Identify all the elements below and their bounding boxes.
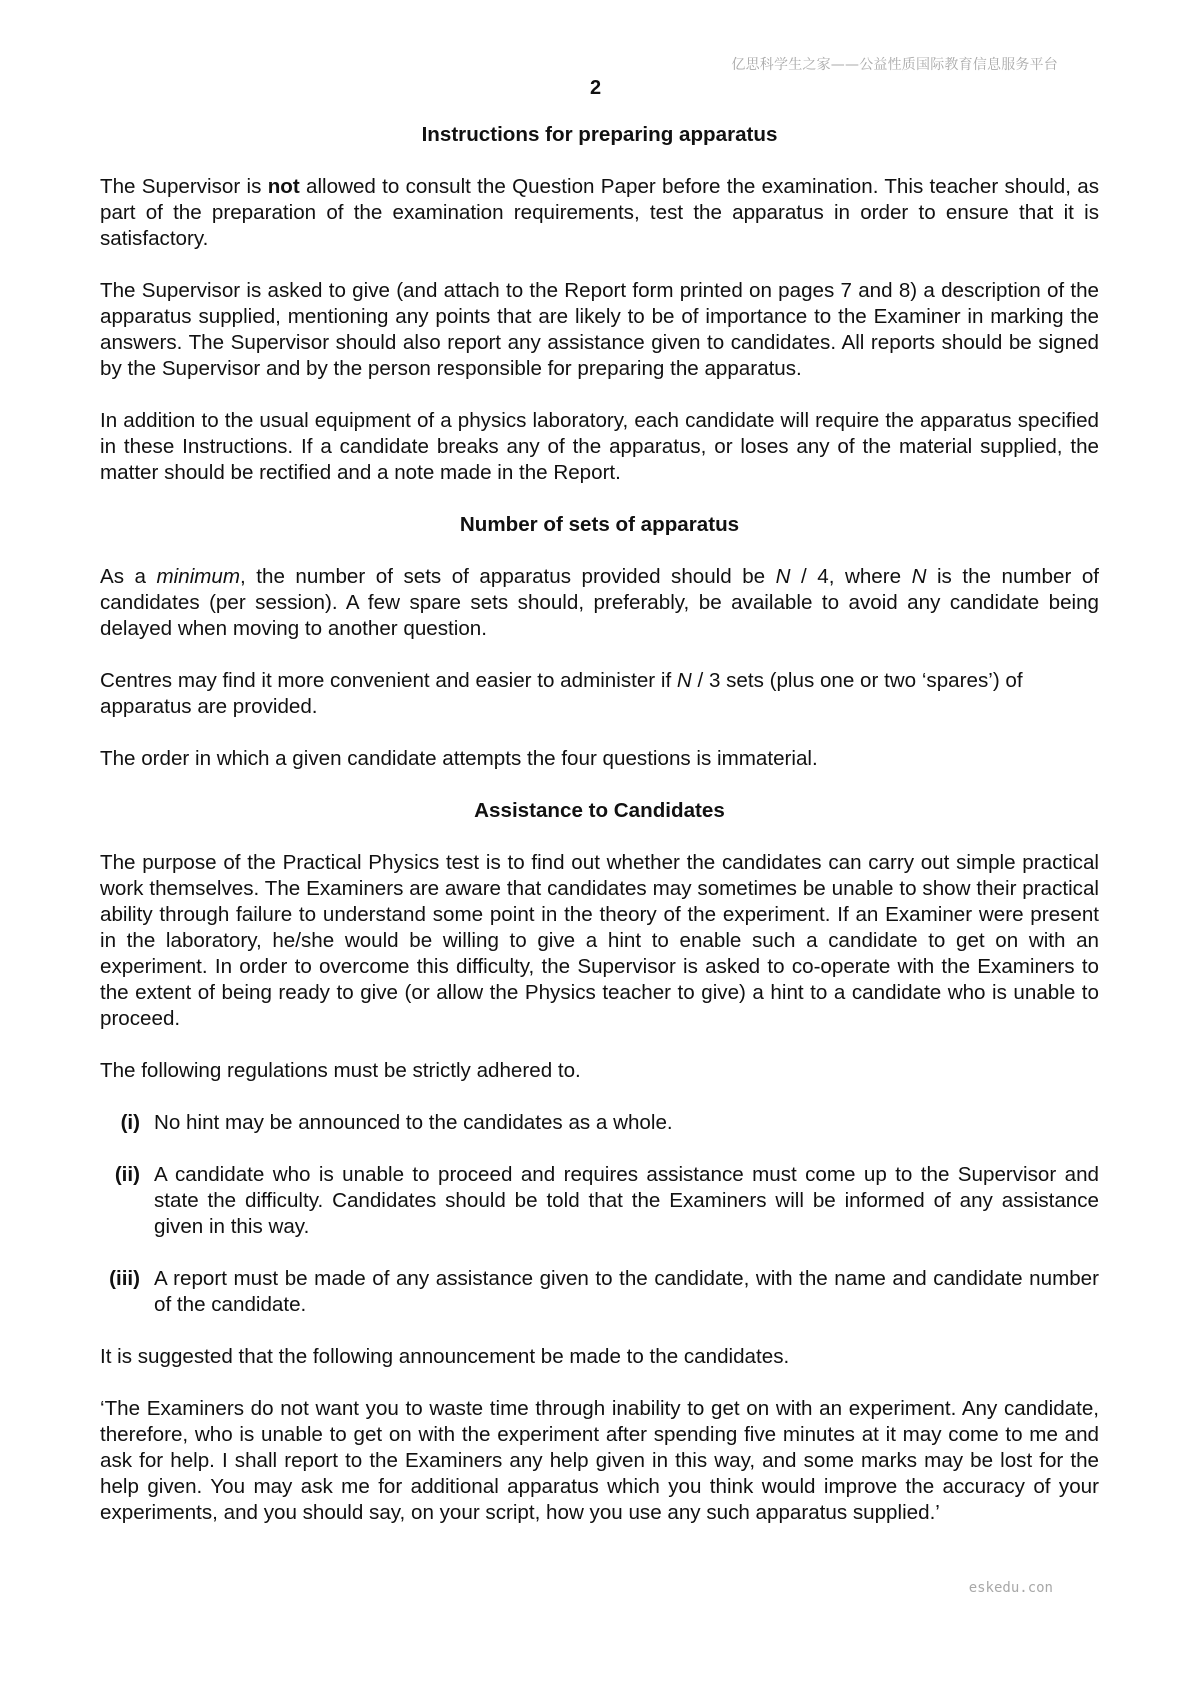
watermark-top-text: 亿思科学生之家——公益性质国际教育信息服务平台 xyxy=(731,57,1058,73)
text-fragment: / 4, where xyxy=(790,565,912,588)
emphasis-not: not xyxy=(267,175,300,198)
text-fragment: allowed to consult the Question Paper before the examination. This teacher should, as part of the preparation of the examination requirements, test the apparatus in order to ensure that it is satisfactory. xyxy=(100,175,1099,250)
heading-preparing-apparatus: Instructions for preparing apparatus xyxy=(421,123,778,146)
text-fragment: / 3 sets (plus one or two ‘spares’) of apparatus are provided. xyxy=(100,669,1023,718)
regulation-text: A candidate who is unable to proceed and requires assistance must come up to the Supervisor and state the difficulty. Candidates should be told that the Examiners will be informed of any assistance given in this way. xyxy=(154,1163,1099,1238)
page-number: 2 xyxy=(589,77,602,99)
variable-n: N xyxy=(676,669,692,692)
regulation-number: (ii) xyxy=(114,1163,140,1186)
regulation-number: (i) xyxy=(120,1111,140,1134)
paragraph-order-immaterial: The order in which a given candidate attempts the four questions is immaterial. xyxy=(100,747,818,770)
text-fragment: Centres may find it more convenient and easier to administer if xyxy=(100,669,677,692)
paragraph-minimum-sets xyxy=(100,564,1099,642)
emphasis-minimum: minimum xyxy=(156,565,241,588)
paragraph-usual-equipment: In addition to the usual equipment of a physics laboratory, each candidate will require the apparatus specified in these Instructions. If a candidate breaks any of the apparatus, or loses any of the material supplied, the matter should be rectified and a note made in the Report. xyxy=(100,409,1099,484)
text-fragment: The Supervisor is xyxy=(100,175,268,198)
regulation-number: (iii) xyxy=(109,1267,140,1290)
paragraph-supervisor-not-consult xyxy=(100,174,1099,252)
text-fragment: is the number of candidates (per session). A few spare sets should, preferably, be available to avoid any candidate being delayed when moving to another question. xyxy=(100,565,1100,640)
announcement-quote: ‘The Examiners do not want you to waste time through inability to get on with an experiment. Any candidate, therefore, who is unable to get on with the experiment after spending five minutes at it may come to me and ask for help. I shall report to the Examiners any help given in this way, and some marks may be lost for the help given. You may ask me for additional apparatus which you think would improve the accuracy of your experiments, and you should say, on your script, how you use any such apparatus supplied.’ xyxy=(100,1397,1099,1524)
list-item xyxy=(100,1162,1099,1240)
variable-n: N xyxy=(911,565,927,588)
heading-number-of-sets: Number of sets of apparatus xyxy=(459,513,740,536)
regulations-list xyxy=(100,1110,1099,1318)
paragraph-announcement-intro: It is suggested that the following announcement be made to the candidates. xyxy=(100,1345,790,1368)
paragraph-supervisor-report: The Supervisor is asked to give (and attach to the Report form printed on pages 7 and 8) a description of the apparatus supplied, mentioning any points that are likely to be of importance to the Examiner in marking the answers. The Supervisor should also report any assistance given to candidates. All reports should be signed by the Supervisor and by the person responsible for preparing the apparatus. xyxy=(100,279,1099,380)
variable-n: N xyxy=(775,565,791,588)
list-item xyxy=(100,1266,1099,1318)
regulation-text: No hint may be announced to the candidates as a whole. xyxy=(154,1111,673,1134)
watermark-bottom-text: eskedu.con xyxy=(968,1580,1053,1596)
paragraph-regulations-intro: The following regulations must be strictly adhered to. xyxy=(100,1059,581,1082)
document-body xyxy=(100,122,1099,1552)
list-item xyxy=(100,1110,1099,1136)
text-fragment: , the number of sets of apparatus provided should be xyxy=(240,565,776,588)
heading-assistance: Assistance to Candidates xyxy=(474,799,725,822)
regulation-text: A report must be made of any assistance given to the candidate, with the name and candidate number of the candidate. xyxy=(154,1267,1099,1316)
paragraph-purpose-practical: The purpose of the Practical Physics test is to find out whether the candidates can carry out simple practical work themselves. The Examiners are aware that candidates may sometimes be unable to show their practical ability through failure to understand some point in the theory of the experiment. If an Examiner were present in the laboratory, he/she would be willing to give a hint to enable such a candidate to get on with an experiment. In order to overcome this difficulty, the Supervisor is asked to co-operate with the Examiners to the extent of being ready to give (or allow the Physics teacher to give) a hint to a candidate who is unable to proceed. xyxy=(100,851,1099,1030)
paragraph-centres-convenient xyxy=(100,668,1099,720)
text-fragment: As a xyxy=(100,565,157,588)
